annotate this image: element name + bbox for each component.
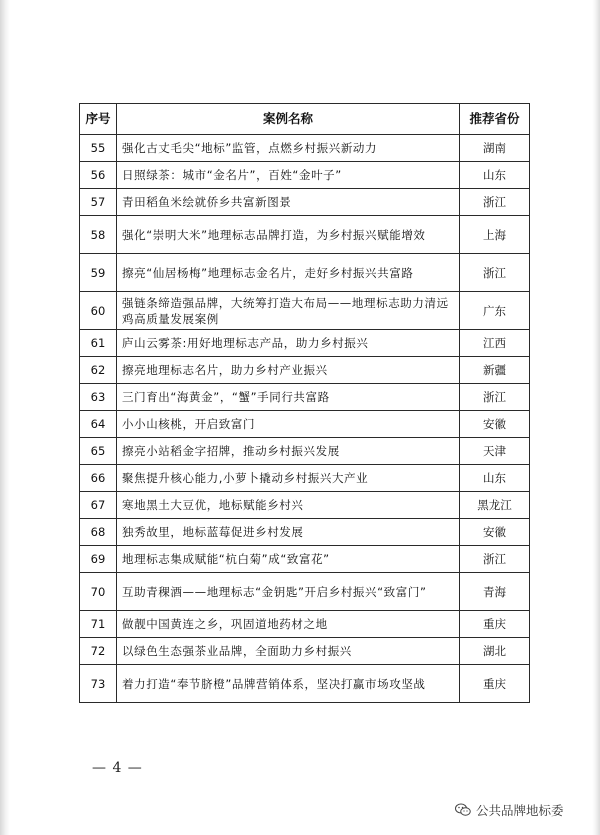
row-index: 63 — [80, 384, 117, 411]
row-case-name: 小小山核桃，开启致富门 — [117, 411, 460, 438]
row-case-name: 擦亮“仙居杨梅”地理标志金名片，走好乡村振兴共富路 — [117, 254, 460, 292]
table-row — [80, 135, 530, 162]
row-case-name: 寒地黑土大豆优，地标赋能乡村兴 — [117, 492, 460, 519]
row-province: 浙江 — [460, 189, 530, 216]
header-case-name: 案例名称 — [117, 104, 460, 135]
row-index: 73 — [80, 665, 117, 703]
row-province: 安徽 — [460, 519, 530, 546]
table-row — [80, 189, 530, 216]
row-province: 湖北 — [460, 638, 530, 665]
wechat-icon — [455, 803, 471, 817]
row-case-name: 独秀故里，地标蓝莓促进乡村发展 — [117, 519, 460, 546]
row-province: 天津 — [460, 438, 530, 465]
row-province: 浙江 — [460, 546, 530, 573]
row-index: 58 — [80, 216, 117, 254]
row-case-name: 青田稻鱼米绘就侨乡共富新图景 — [117, 189, 460, 216]
row-case-name: 强化古丈毛尖“地标”监管，点燃乡村振兴新动力 — [117, 135, 460, 162]
row-case-name: 三门育出“海黄金”，“蟹”手同行共富路 — [117, 384, 460, 411]
case-table — [79, 103, 530, 703]
row-province: 广东 — [460, 292, 530, 330]
row-province: 青海 — [460, 573, 530, 611]
table-row — [80, 438, 530, 465]
row-case-name: 着力打造“奉节脐橙”品牌营销体系，坚决打赢市场攻坚战 — [117, 665, 460, 703]
row-province: 山东 — [460, 465, 530, 492]
row-index: 71 — [80, 611, 117, 638]
row-case-name: 擦亮地理标志名片，助力乡村产业振兴 — [117, 357, 460, 384]
table-row — [80, 638, 530, 665]
row-case-name: 日照绿茶：城市“金名片”，百姓“金叶子” — [117, 162, 460, 189]
row-province: 新疆 — [460, 357, 530, 384]
table-row — [80, 162, 530, 189]
row-case-name: 庐山云雾茶:用好地理标志产品，助力乡村振兴 — [117, 330, 460, 357]
watermark-text: 公共品牌地标委 — [476, 803, 564, 818]
row-index: 61 — [80, 330, 117, 357]
page-edge-shadow-right — [592, 0, 600, 835]
table-row — [80, 384, 530, 411]
table-row — [80, 411, 530, 438]
row-province: 湖南 — [460, 135, 530, 162]
row-province: 浙江 — [460, 254, 530, 292]
page-number: — 4 — — [92, 760, 143, 776]
row-case-name: 以绿色生态强茶业品牌，全面助力乡村振兴 — [117, 638, 460, 665]
row-province: 安徽 — [460, 411, 530, 438]
header-index: 序号 — [80, 104, 117, 135]
table-row — [80, 330, 530, 357]
row-province: 重庆 — [460, 665, 530, 703]
row-case-name: 强化“崇明大米”地理标志品牌打造，为乡村振兴赋能增效 — [117, 216, 460, 254]
row-case-name: 互助青稞酒——地理标志“金钥匙”开启乡村振兴“致富门” — [117, 573, 460, 611]
row-index: 69 — [80, 546, 117, 573]
row-index: 56 — [80, 162, 117, 189]
row-province: 黑龙江 — [460, 492, 530, 519]
row-case-name: 擦亮小站稻金字招牌，推动乡村振兴发展 — [117, 438, 460, 465]
table-row — [80, 216, 530, 254]
row-index: 64 — [80, 411, 117, 438]
row-case-name: 强链条缔造强品牌，大统筹打造大布局——地理标志助力清远鸡高质量发展案例 — [117, 292, 460, 330]
row-province: 重庆 — [460, 611, 530, 638]
row-index: 55 — [80, 135, 117, 162]
table-row — [80, 292, 530, 330]
header-province: 推荐省份 — [460, 104, 530, 135]
table-row — [80, 357, 530, 384]
row-index: 66 — [80, 465, 117, 492]
row-province: 山东 — [460, 162, 530, 189]
row-index: 70 — [80, 573, 117, 611]
row-index: 65 — [80, 438, 117, 465]
row-index: 62 — [80, 357, 117, 384]
table-row — [80, 492, 530, 519]
row-index: 68 — [80, 519, 117, 546]
row-province: 江西 — [460, 330, 530, 357]
table-row — [80, 665, 530, 703]
table-row — [80, 546, 530, 573]
table-row — [80, 254, 530, 292]
table-row — [80, 573, 530, 611]
page-edge-shadow-left — [0, 0, 10, 835]
row-case-name: 聚焦提升核心能力,小萝卜撬动乡村振兴大产业 — [117, 465, 460, 492]
row-index: 57 — [80, 189, 117, 216]
table-header-row — [80, 104, 530, 135]
row-index: 67 — [80, 492, 117, 519]
row-index: 72 — [80, 638, 117, 665]
table-row — [80, 519, 530, 546]
row-province: 上海 — [460, 216, 530, 254]
table-row — [80, 465, 530, 492]
table-row — [80, 611, 530, 638]
row-index: 60 — [80, 292, 117, 330]
row-index: 59 — [80, 254, 117, 292]
row-case-name: 地理标志集成赋能“杭白菊”成“致富花” — [117, 546, 460, 573]
row-province: 浙江 — [460, 384, 530, 411]
row-case-name: 做靓中国黄连之乡，巩固道地药材之地 — [117, 611, 460, 638]
watermark — [455, 801, 564, 819]
